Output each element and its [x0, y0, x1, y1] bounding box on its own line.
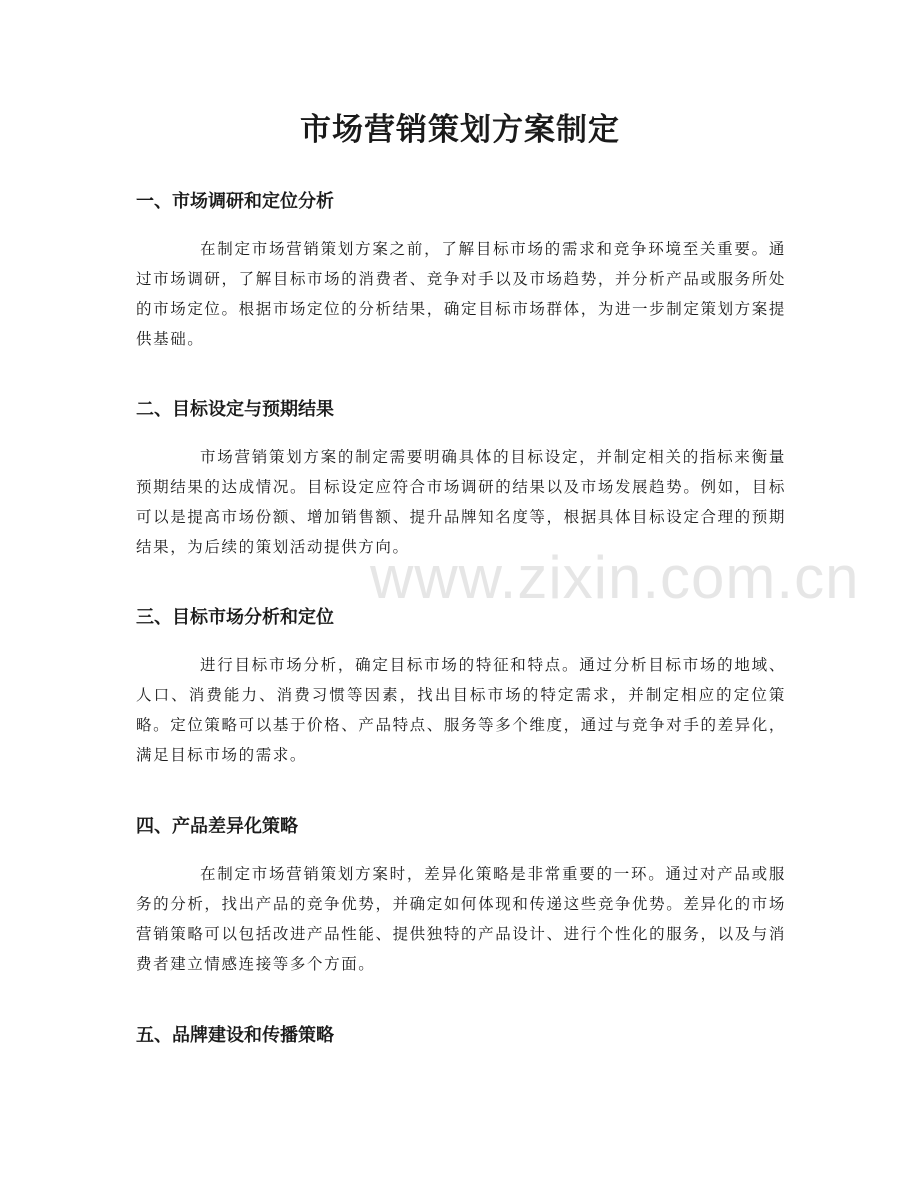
section-heading: 二、目标设定与预期结果	[136, 399, 334, 420]
section-paragraph: 进行目标市场分析，确定目标市场的特征和特点。通过分析目标市场的地域、人口、消费能力、消费习惯等因素，找出目标市场的特定需求，并制定相应的定位策略。定位策略可以基于价格、产品特点、服务等多个维度，通过与竞争对手的差异化，满足目标市场的需求。	[136, 656, 786, 764]
section-paragraph: 市场营销策划方案的制定需要明确具体的目标设定，并制定相关的指标来衡量预期结果的达成情况。目标设定应符合市场调研的结果以及市场发展趋势。例如，目标可以是提高市场份额、增加销售额、提升品牌知名度等，根据具体目标设定合理的预期结果，为后续的策划活动提供方向。	[136, 448, 786, 556]
section-goal-setting	[136, 398, 786, 562]
section-market-research	[136, 190, 786, 354]
section-heading: 五、品牌建设和传播策略	[136, 1025, 334, 1046]
section-paragraph: 在制定市场营销策划方案时，差异化策略是非常重要的一环。通过对产品或服务的分析，找出产品的竞争优势，并确定如何体现和传递这些竞争优势。差异化的市场营销策略可以包括改进产品性能、提供独特的产品设计、进行个性化的服务，以及与消费者建立情感连接等多个方面。	[136, 865, 786, 973]
section-paragraph: 在制定市场营销策划方案之前，了解目标市场的需求和竞争环境至关重要。通过市场调研，了解目标市场的消费者、竞争对手以及市场趋势，并分析产品或服务所处的市场定位。根据市场定位的分析结果，确定目标市场群体，为进一步制定策划方案提供基础。	[136, 240, 786, 348]
document-title: 市场营销策划方案制定	[300, 112, 620, 148]
section-differentiation	[136, 815, 786, 979]
section-heading: 四、产品差异化策略	[136, 816, 298, 837]
section-brand-building	[136, 1024, 786, 1048]
watermark: www.zixin.com.cn	[370, 544, 860, 611]
section-heading: 一、市场调研和定位分析	[136, 191, 334, 212]
section-heading: 三、目标市场分析和定位	[136, 607, 334, 628]
section-target-market	[136, 606, 786, 770]
